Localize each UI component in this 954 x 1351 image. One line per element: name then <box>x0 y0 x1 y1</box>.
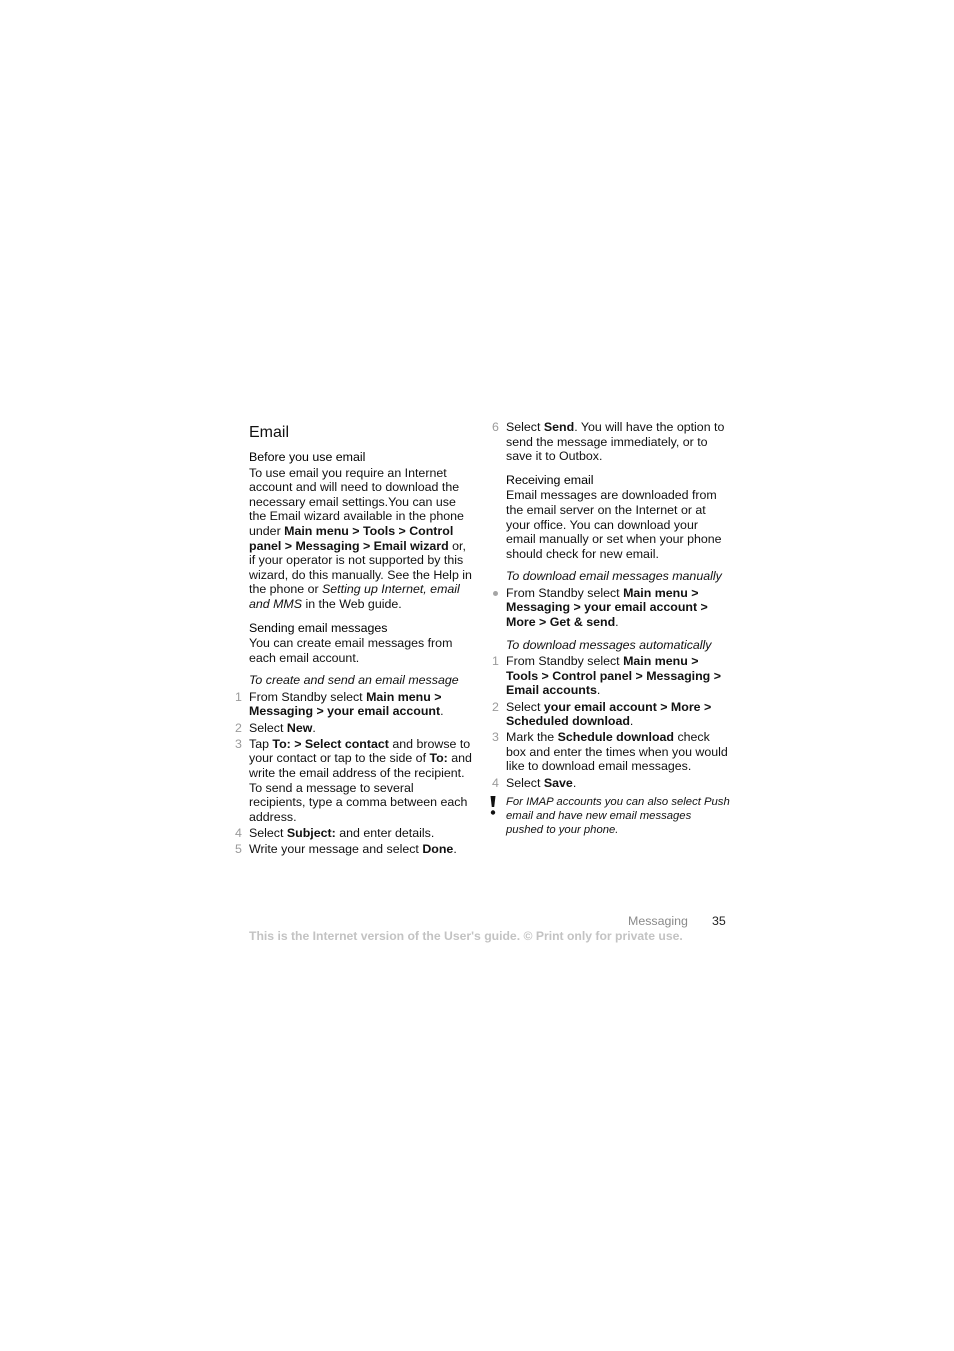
step-number: 1 <box>235 689 242 704</box>
text-run: . <box>629 714 634 729</box>
bold-text: Save <box>543 775 573 790</box>
list-item <box>492 420 730 464</box>
italic-text: Setting up Internet, email and MMS <box>249 582 460 611</box>
receiving-heading: Receiving email <box>506 472 594 487</box>
text-run: Select <box>506 775 544 790</box>
bold-text: Schedule download <box>557 730 674 745</box>
step-number: 1 <box>492 654 499 669</box>
text-run: Select <box>506 420 544 434</box>
text-run: Tap <box>249 736 273 751</box>
list-item <box>235 825 473 841</box>
disclaimer: This is the Internet version of the User's guide. © Print only for private use. <box>249 929 683 943</box>
step-text <box>506 730 728 773</box>
auto-steps-list <box>492 654 730 790</box>
list-item <box>235 842 473 857</box>
list-item <box>235 720 473 736</box>
bold-text: Done <box>422 842 454 857</box>
bold-text: Send <box>543 420 575 434</box>
create-task-heading: To create and send an email message <box>249 673 459 688</box>
text-run: From Standby select <box>506 585 624 600</box>
text-run: . <box>615 615 619 630</box>
text-run: . <box>572 775 577 790</box>
step-number: 3 <box>235 736 242 751</box>
create-steps-list <box>235 689 473 857</box>
manual-bullet-text <box>506 586 708 629</box>
step-text <box>506 700 711 729</box>
step-text <box>506 776 576 790</box>
text-run: Select <box>249 720 287 735</box>
bullet-icon <box>493 591 498 596</box>
step-number: 4 <box>235 825 242 840</box>
sending-heading: Sending email messages <box>249 620 388 635</box>
step-text <box>249 721 316 735</box>
text-run: . <box>440 704 444 719</box>
exclamation-icon <box>488 795 498 817</box>
text-run: Select <box>249 825 287 840</box>
sending-paragraph: You can create email messages from each email account. <box>249 636 453 665</box>
step-text <box>249 690 444 719</box>
text-run: Write your message and select <box>249 842 423 857</box>
text-run: . <box>312 720 316 735</box>
text-run: . <box>453 842 457 857</box>
list-item <box>506 586 730 630</box>
text-run: To use email you require an Internet account and will need to download the necessary email settings.You can use the Email wizard available in the phone under <box>249 465 464 538</box>
step-number: 2 <box>492 699 499 714</box>
list-item <box>492 775 730 791</box>
receiving-paragraph: Email messages are downloaded from the email server on the Internet or at your office. You can download your email manually or set when your phone should check for new email. <box>506 488 722 561</box>
list-item <box>492 730 730 774</box>
note-text: For IMAP accounts you can also select Push email and have new email messages pushed to your phone. <box>506 796 730 837</box>
section-title: Email <box>249 424 290 441</box>
text-run: check box and enter the times when you would like to download email messages. <box>506 730 728 774</box>
step-text <box>506 420 724 463</box>
step-number: 3 <box>492 730 499 745</box>
step-number: 4 <box>492 775 499 790</box>
bold-text: your email account > More > Scheduled download <box>506 699 712 729</box>
text-run: or, if your operator is not supported by this wizard, do this manually. See the Help in the phone or <box>249 538 472 597</box>
list-item <box>492 699 730 729</box>
manual-bullet-list <box>506 586 730 630</box>
step-number: 5 <box>235 842 242 857</box>
step-number: 2 <box>235 720 242 735</box>
manual-task-heading: To download email messages manually <box>506 569 722 584</box>
bold-text: Main menu > Messaging > your email account <box>249 689 442 719</box>
text-run: in the Web guide. <box>302 596 402 611</box>
text-run: Select <box>506 699 544 714</box>
bold-text: Subject: <box>286 825 336 840</box>
auto-task-heading: To download messages automatically <box>506 637 712 652</box>
bold-text: Main menu > Messaging > your email account > More > Get & send <box>506 585 708 630</box>
text-run: and enter details. <box>335 825 435 840</box>
list-item <box>235 689 473 719</box>
text-run: . You will have the option to send the message immediately, or to save it to Outbox. <box>506 420 725 464</box>
bold-text: To: <box>429 751 448 766</box>
step-text <box>249 826 434 840</box>
step-six-list <box>492 420 730 464</box>
step-text <box>506 654 721 697</box>
bold-text: Main menu > Tools > Control panel > Messaging > Email accounts <box>506 654 721 698</box>
footer-section-name: Messaging <box>628 914 688 928</box>
before-heading: Before you use email <box>249 450 366 464</box>
text-run: and browse to your contact or tap to the side of <box>249 736 471 766</box>
list-item <box>492 654 730 698</box>
text-run: . <box>596 683 601 698</box>
note-box <box>506 795 730 837</box>
step-text <box>249 737 472 824</box>
left-column <box>235 420 473 866</box>
bold-text: To: > Select contact <box>272 736 389 751</box>
before-paragraph <box>249 466 473 612</box>
text-run: From Standby select <box>506 654 624 669</box>
list-item <box>235 736 473 825</box>
right-column <box>492 420 730 837</box>
page-number: 35 <box>712 914 726 928</box>
step-number: 6 <box>492 420 499 434</box>
step-text <box>249 842 457 856</box>
text-run: From Standby select <box>249 689 367 704</box>
bold-text: New <box>286 720 313 735</box>
text-run: Mark the <box>506 730 558 745</box>
text-run: and write the email address of the recipient. To send a message to several recipients, type a comma between each address. <box>249 751 472 824</box>
bold-text: Main menu > Tools > Control panel > Messaging > Email wizard <box>249 523 454 553</box>
